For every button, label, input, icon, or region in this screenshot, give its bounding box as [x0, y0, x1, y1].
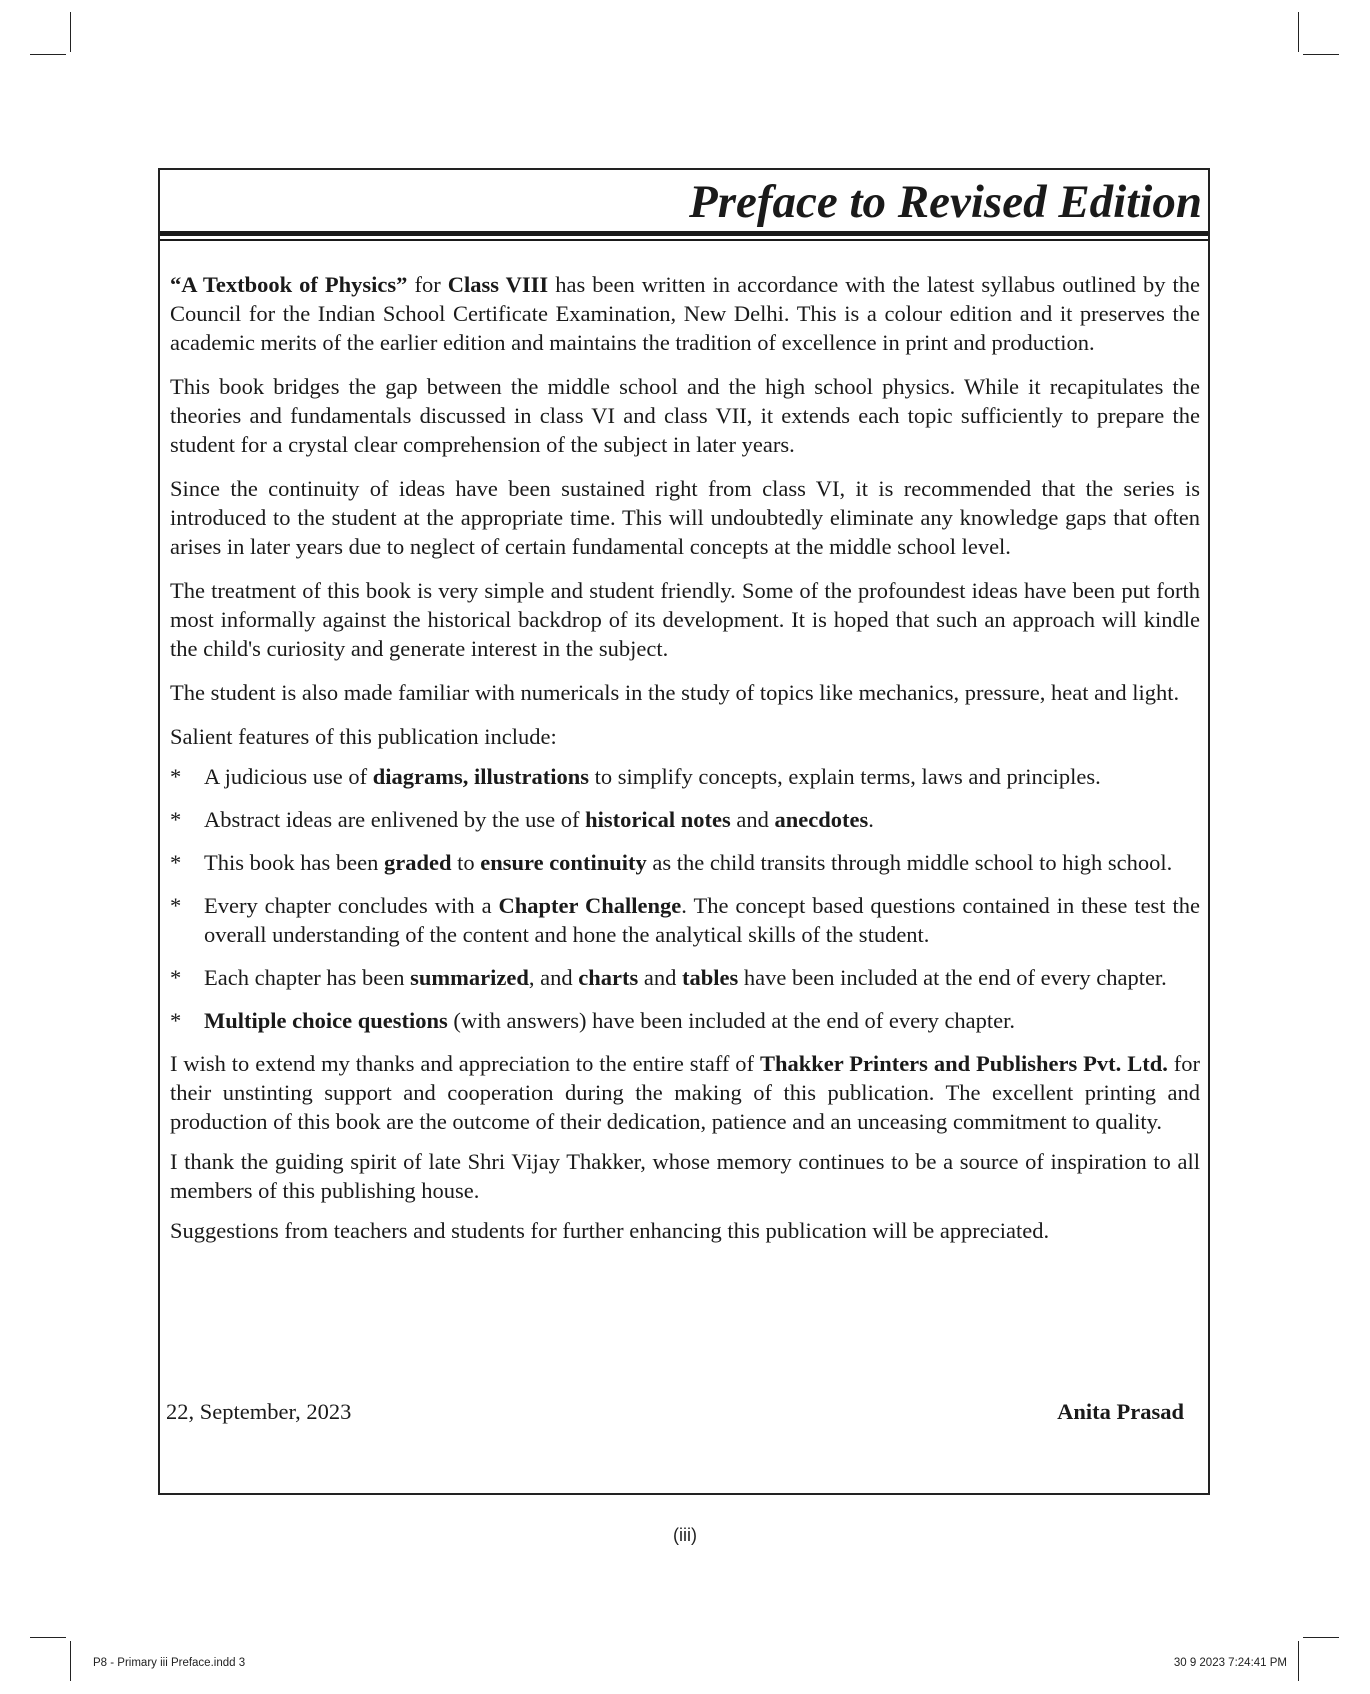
text-run: as the child transits through middle school to high school. [646, 850, 1173, 875]
bullet-asterisk: * [170, 807, 182, 832]
preface-body [170, 270, 1200, 1256]
feature-text [204, 891, 1200, 949]
text-run: This book has been [204, 850, 384, 875]
text-run: and [730, 807, 775, 832]
text-run: for [407, 272, 448, 297]
bullet-asterisk: * [170, 850, 182, 875]
crop-mark [1298, 12, 1299, 52]
closing-paragraphs [170, 1049, 1200, 1245]
crop-mark [30, 1637, 66, 1638]
feature-item [170, 891, 1200, 949]
bullet-asterisk: * [170, 764, 182, 789]
text-run: Since the continuity of ideas have been sustained right from class VI, it is recommended that the series is introduced to the student at the appropriate time. This will undoubtedly eliminate any knowledge gaps that often arises in later years due to neglect of certain fundamental concepts at the middle school level. [170, 476, 1200, 559]
feature-item [170, 848, 1200, 877]
feature-text [204, 1006, 1200, 1035]
title-rule-thin [160, 239, 1208, 241]
slug-filename: P8 - Primary iii Preface.indd 3 [93, 1657, 246, 1669]
text-run: to [451, 850, 481, 875]
bold-text: anecdotes [774, 807, 869, 832]
slug-timestamp: 30 9 2023 7:24:41 PM [1173, 1657, 1287, 1669]
bold-text: ensure continuity [480, 850, 647, 875]
text-run: Every chapter concludes with a [204, 893, 499, 918]
text-run: This book bridges the gap between the middle school and the high school physics. While it recapitulates the theories and fundamentals discussed in class VI and class VII, it extends each topic sufficiently to prepare the student for a crystal clear comprehension of the subject in later years. [170, 374, 1200, 457]
text-run: have been included at the end of every chapter. [738, 965, 1167, 990]
bold-text: “A Textbook of Physics” [170, 272, 408, 297]
bold-text: summarized [410, 965, 529, 990]
crop-mark [1298, 1641, 1299, 1681]
crop-mark [70, 12, 71, 52]
paragraph-treatment [170, 576, 1200, 663]
paragraph-salient [170, 722, 1200, 751]
text-run: . [868, 807, 874, 832]
feature-text [204, 963, 1200, 992]
bold-text: graded [383, 850, 452, 875]
feature-text [204, 848, 1200, 877]
title-rule-thick [160, 231, 1208, 236]
feature-text [204, 762, 1200, 791]
bold-text: charts [578, 965, 639, 990]
paragraph-intro [170, 270, 1200, 357]
bold-text: Class VIII [447, 272, 549, 297]
bold-text: Thakker Printers and Publishers Pvt. Ltd. [759, 1051, 1168, 1076]
feature-item [170, 963, 1200, 992]
intro-paragraphs [170, 270, 1200, 751]
paragraph-bridge [170, 372, 1200, 459]
paragraph-continuity [170, 474, 1200, 561]
text-run: I thank the guiding spirit of late Shri Vijay Thakker, whose memory continues to be a source of inspiration to all members of this publishing house. [170, 1149, 1200, 1203]
preface-frame [158, 168, 1210, 1495]
feature-item [170, 762, 1200, 791]
text-run: Each chapter has been [204, 965, 411, 990]
text-run: I wish to extend my thanks and appreciation to the entire staff of [170, 1051, 760, 1076]
feature-list [170, 762, 1200, 1035]
text-run: . The concept based questions contained in these test the overall understanding of the content and hone the analytical skills of the student. [204, 893, 1200, 947]
text-run: Salient features of this publication include: [170, 724, 557, 749]
text-run: (with answers) have been included at the end of every chapter. [447, 1008, 1016, 1033]
text-run: The student is also made familiar with numericals in the study of topics like mechanics, pressure, heat and light. [170, 680, 1180, 705]
text-run: Abstract ideas are enlivened by the use of [204, 807, 586, 832]
bold-text: Chapter Challenge [498, 893, 682, 918]
bold-text: tables [682, 965, 739, 990]
bullet-asterisk: * [170, 965, 182, 990]
text-run: A judicious use of [204, 764, 373, 789]
text-run: has been written in accordance with the latest syllabus outlined by the Council for the Indian School Certificate Examination, New Delhi. This is a colour edition and it preserves the academic merits of the earlier edition and maintains the tradition of excellence in print and production. [170, 272, 1200, 355]
feature-item [170, 805, 1200, 834]
crop-mark [30, 54, 66, 55]
bold-text: Multiple choice questions [204, 1008, 448, 1033]
page-number: (iii) [673, 1525, 697, 1545]
text-run: The treatment of this book is very simple and student friendly. Some of the profoundest ideas have been put forth most informally against the historical backdrop of its development. It is hoped that such an approach will kindle the child's curiosity and generate interest in the subject. [170, 578, 1200, 661]
text-run: to simplify concepts, explain terms, laws and principles. [589, 764, 1101, 789]
feature-item [170, 1006, 1200, 1035]
paragraph-memory [170, 1147, 1200, 1205]
paragraph-numericals [170, 678, 1200, 707]
paragraph-thanks [170, 1049, 1200, 1136]
crop-mark [70, 1641, 71, 1681]
signature-date: 22, September, 2023 [166, 1399, 352, 1424]
crop-mark [1303, 54, 1339, 55]
text-run: and [638, 965, 682, 990]
page-title: Preface to Revised Edition [689, 176, 1202, 228]
text-run: for their unstinting support and cooperation during the making of this publication. The excellent printing and production of this book are the outcome of their dedication, patience and an unceasing commitment to quality. [170, 1051, 1200, 1134]
text-run: , and [528, 965, 579, 990]
signature-author: Anita Prasad [1057, 1399, 1184, 1424]
bold-text: diagrams, illustrations [372, 764, 590, 789]
bullet-asterisk: * [170, 1008, 182, 1033]
paragraph-suggestions [170, 1216, 1200, 1245]
bold-text: historical notes [585, 807, 731, 832]
crop-mark [1303, 1637, 1339, 1638]
feature-text [204, 805, 1200, 834]
bullet-asterisk: * [170, 893, 182, 918]
text-run: Suggestions from teachers and students for further enhancing this publication will be appreciated. [170, 1218, 1050, 1243]
